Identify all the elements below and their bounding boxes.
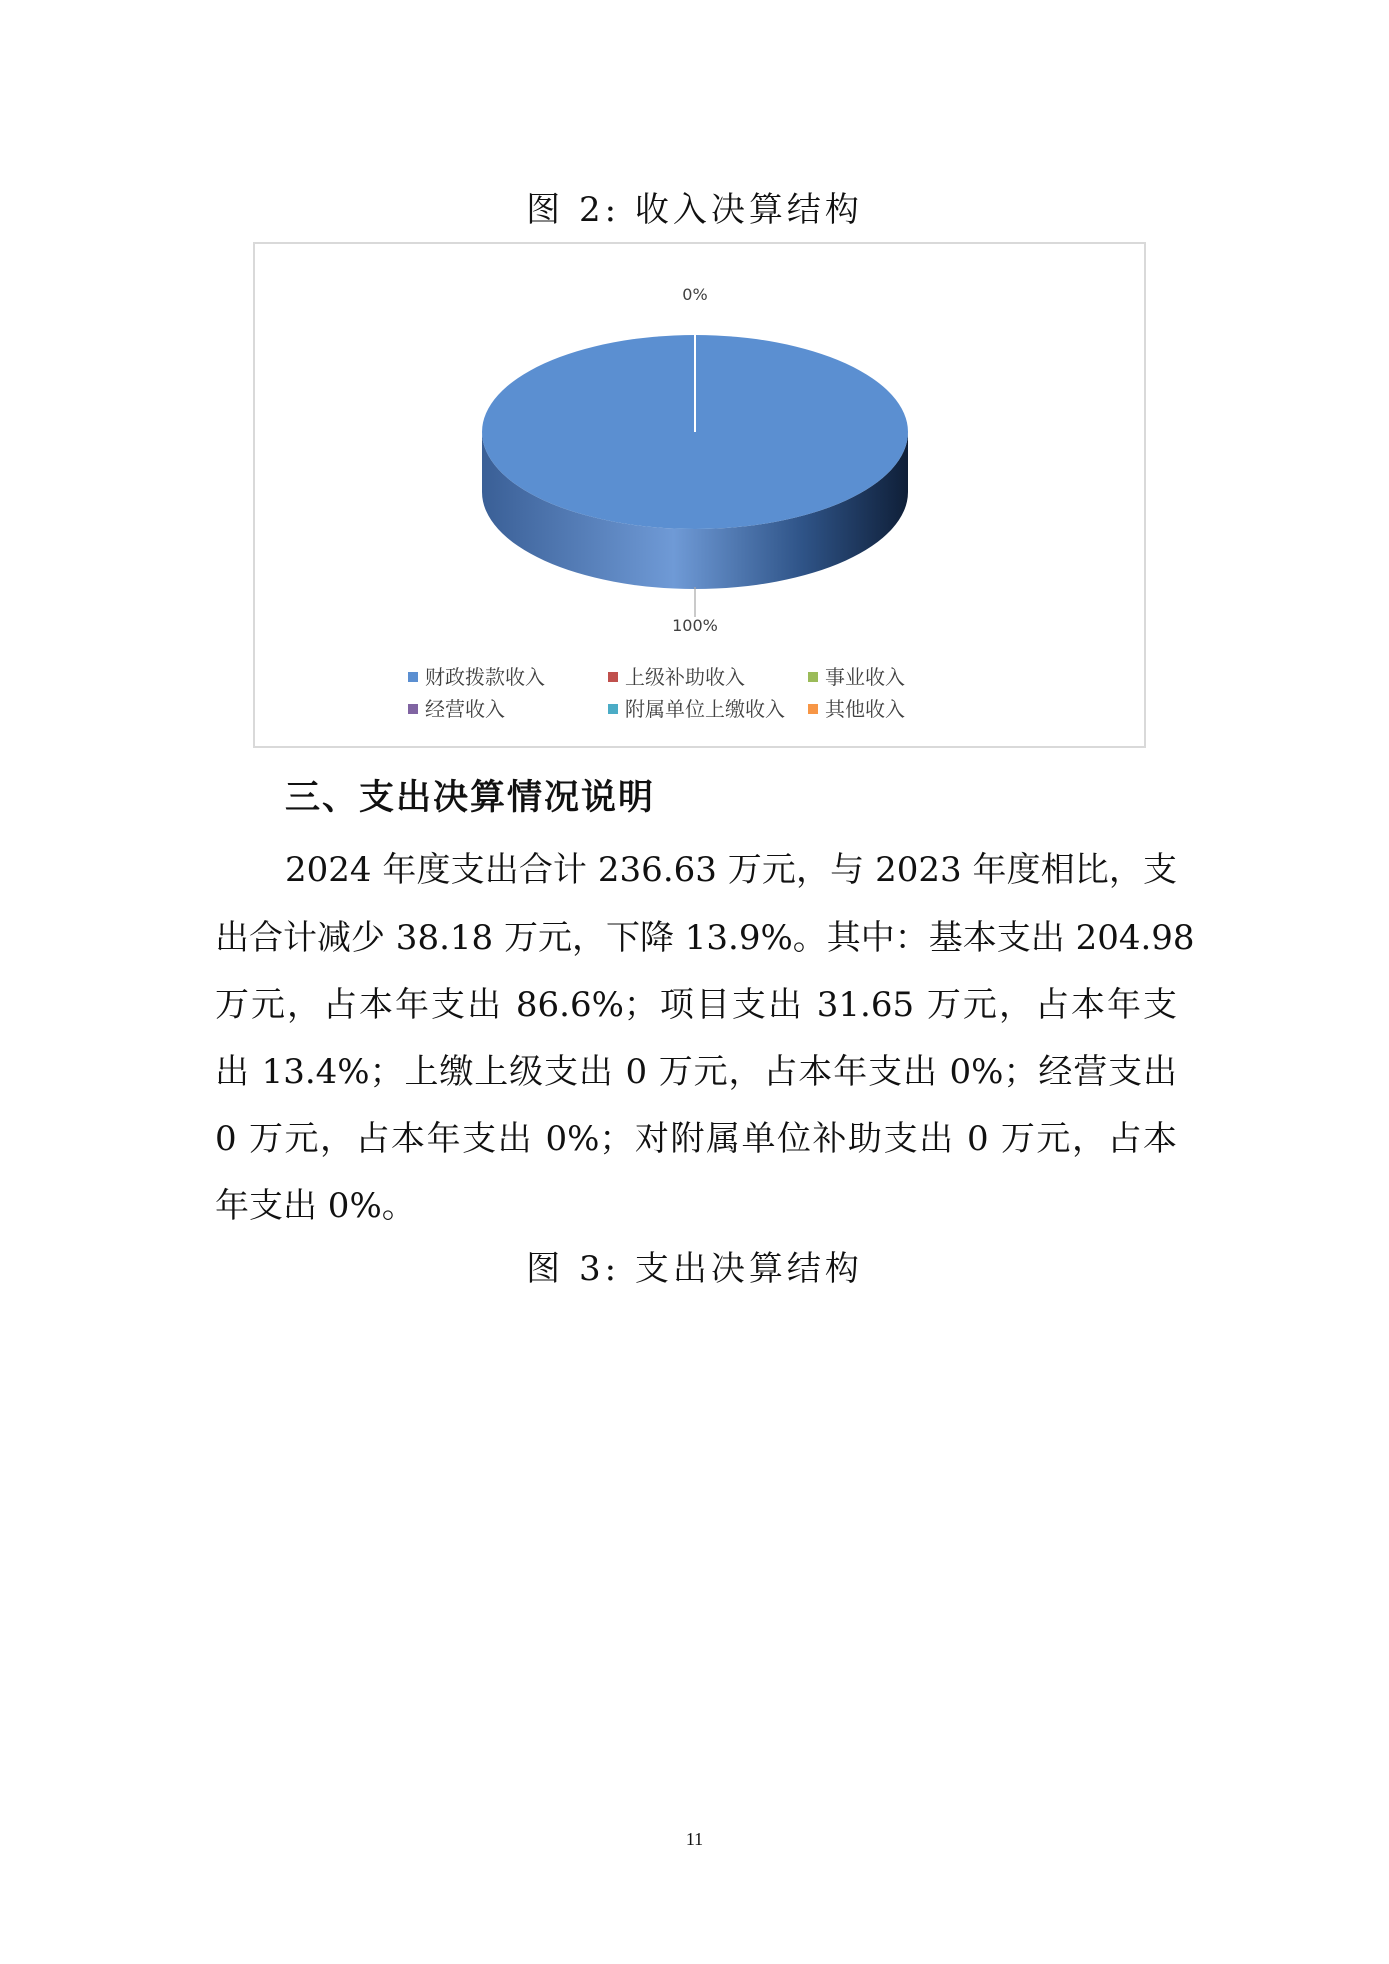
legend-swatch [808, 672, 818, 682]
legend-swatch [408, 704, 418, 714]
legend-label: 财政拨款收入 [425, 665, 545, 689]
figure-3-caption: 图 3: 支出决算结构 [526, 1249, 863, 1289]
legend-swatch [608, 672, 618, 682]
legend-item [608, 665, 745, 689]
legend-item [408, 665, 545, 689]
legend-item [408, 697, 505, 721]
legend-item [608, 697, 785, 721]
legend-label: 经营收入 [425, 697, 505, 721]
legend-swatch [608, 704, 618, 714]
paragraph-line: 2024 年度支出合计 236.63 万元，与 2023 年度相比，支 [285, 850, 1177, 890]
section-heading: 三、支出决算情况说明 [285, 778, 656, 818]
paragraph-line: 出 13.4%；上缴上级支出 0 万元，占本年支出 0%；经营支出 [215, 1052, 1177, 1092]
paragraph-line: 0 万元，占本年支出 0%；对附属单位补助支出 0 万元，占本 [215, 1119, 1177, 1159]
paragraph-line: 万元，占本年支出 86.6%；项目支出 31.65 万元，占本年支 [215, 985, 1177, 1025]
legend-label: 其他收入 [825, 697, 905, 721]
data-label: 100% [672, 616, 718, 635]
pie-chart-canvas [255, 244, 1148, 750]
legend-swatch [408, 672, 418, 682]
legend-swatch [808, 704, 818, 714]
page-number: 11 [685, 1829, 704, 1849]
income-structure-chart [253, 242, 1146, 748]
legend-label: 上级补助收入 [625, 665, 745, 689]
paragraph-line: 年支出 0%。 [215, 1186, 416, 1226]
paragraph-line: 出合计减少 38.18 万元，下降 13.9%。其中：基本支出 204.98 [215, 918, 1195, 958]
data-label: 0% [682, 285, 708, 304]
legend-label: 附属单位上缴收入 [625, 697, 785, 721]
legend-label: 事业收入 [825, 665, 905, 689]
figure-2-caption: 图 2: 收入决算结构 [526, 190, 863, 230]
legend-item [808, 697, 905, 721]
legend-item [808, 665, 905, 689]
